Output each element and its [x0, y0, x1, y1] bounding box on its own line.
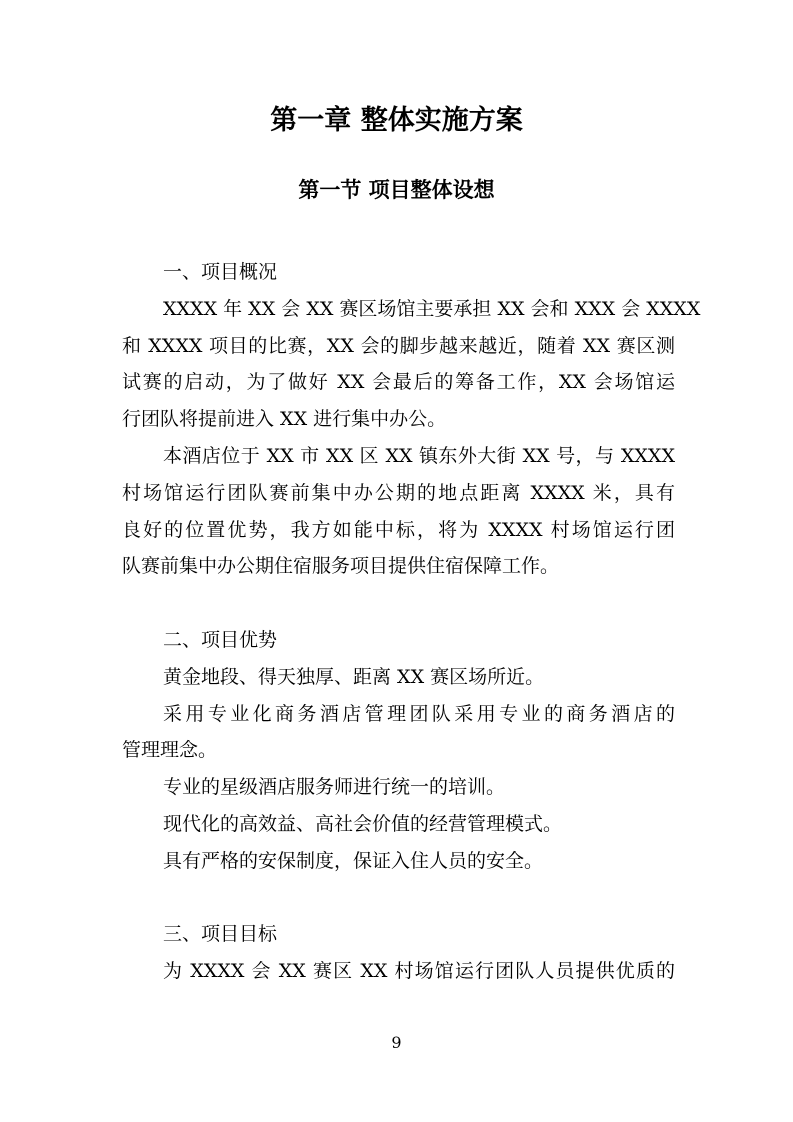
- paragraph-line: 队赛前集中办公期住宿服务项目提供住宿保障工作。: [122, 555, 560, 578]
- paragraph-line: 管理理念。: [122, 739, 218, 762]
- chapter-title: 第一章 整体实施方案: [270, 105, 523, 136]
- section-heading: 三、项目目标: [163, 923, 278, 946]
- paragraph-line: 为 XXXX 会 XX 赛区 XX 村场馆运行团队人员提供优质的: [163, 960, 675, 983]
- document-body: [122, 254, 701, 990]
- paragraph-line: 村场馆运行团队赛前集中办公期的地点距离 XXXX 米，具有: [122, 481, 675, 504]
- paragraph-line: 具有严格的安保制度，保证入住人员的安全。: [163, 849, 544, 872]
- paragraph-line: 现代化的高效益、高社会价值的经营管理模式。: [163, 812, 563, 835]
- paragraph-line: 本酒店位于 XX 市 XX 区 XX 镇东外大街 XX 号，与 XXXX: [163, 444, 675, 467]
- paragraph-line: 行团队将提前进入 XX 进行集中办公。: [122, 408, 447, 431]
- paragraph-line: 和 XXXX 项目的比赛，XX 会的脚步越来越近，随着 XX 赛区测: [122, 334, 675, 357]
- section-heading: 二、项目优势: [163, 628, 278, 651]
- paragraph-line: 专业的星级酒店服务师进行统一的培训。: [163, 776, 506, 799]
- section-title: 第一节 项目整体设想: [298, 177, 495, 202]
- paragraph-line: 试赛的启动，为了做好 XX 会最后的筹备工作，XX 会场馆运: [122, 371, 675, 394]
- paragraph-line: 采用专业化商务酒店管理团队采用专业的商务酒店的: [163, 702, 675, 725]
- paragraph-line: 良好的位置优势，我方如能中标，将为 XXXX 村场馆运行团: [122, 518, 675, 541]
- page-number: 9: [391, 1033, 402, 1052]
- section-heading: 一、项目概况: [163, 261, 278, 283]
- paragraph-line: 黄金地段、得天独厚、距离 XX 赛区场所近。: [163, 665, 545, 688]
- paragraph-line: XXXX 年 XX 会 XX 赛区场馆主要承担 XX 会和 XXX 会 XXXX: [163, 297, 701, 320]
